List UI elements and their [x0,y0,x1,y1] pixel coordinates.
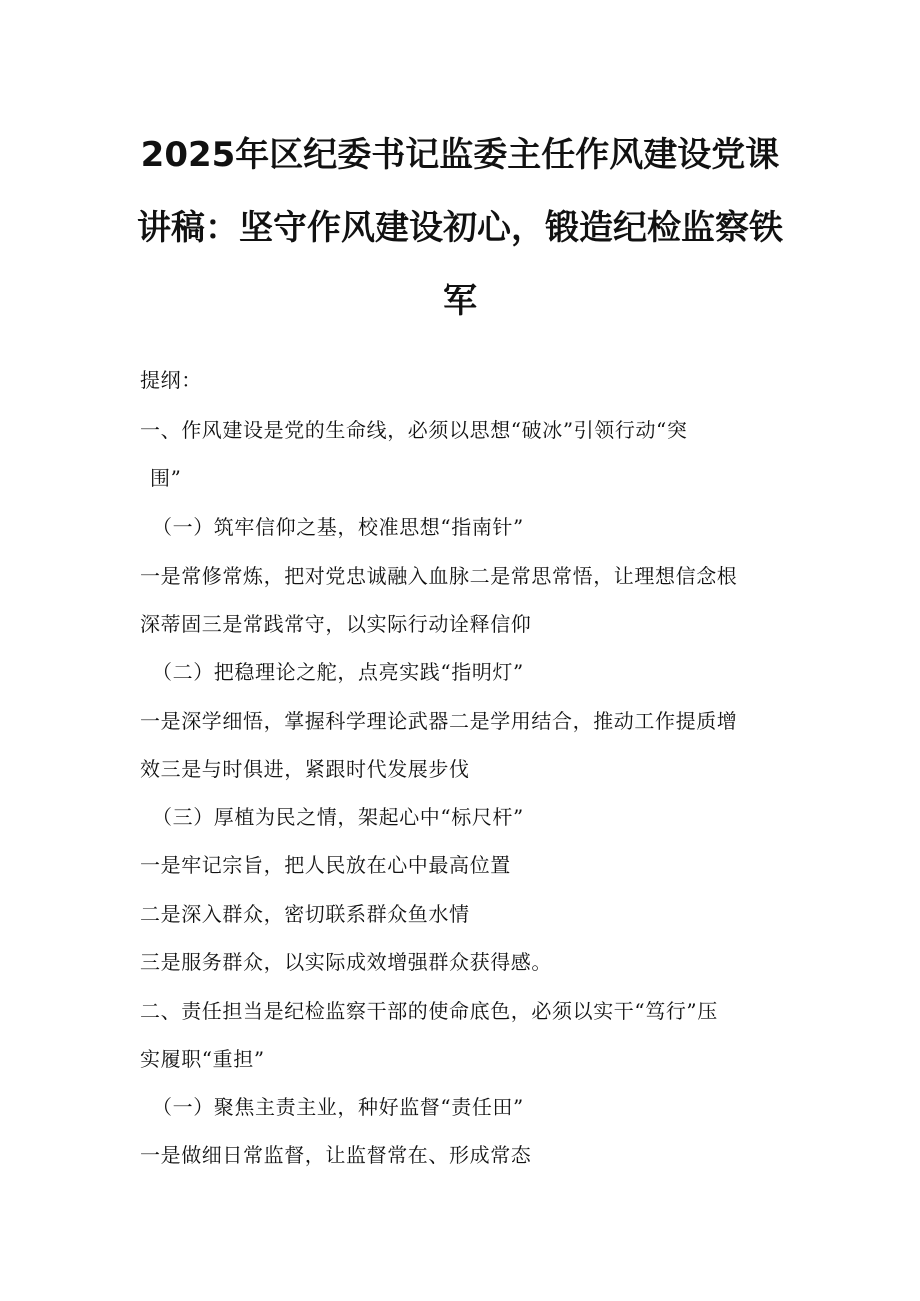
section-heading-1-cont: 围” [150,466,182,490]
paragraph-line: 深蒂固三是常践常守，以实际行动诠释信仰 [140,612,532,636]
subsection-heading: （二）把稳理论之舵，点亮实践“指明灯” [152,660,524,684]
section-heading-2-cont: 实履职“重担” [140,1047,265,1071]
paragraph-line: 一是常修常炼，把对党忠诚融入血脉二是常思常悟，让理想信念根 [140,564,738,588]
document-title-line-1: 2025年区纪委书记监委主任作风建设党课 [140,135,780,175]
paragraph-line: 一是牢记宗旨，把人民放在心中最高位置 [140,853,511,877]
document-title-line-3: 军 [443,281,477,321]
section-heading-2: 二、责任担当是纪检监察干部的使命底色，必须以实干“笃行”压 [140,999,718,1023]
outline-heading: 提纲： [140,368,202,392]
document-title-line-2: 讲稿：坚守作风建设初心，锻造纪检监察铁 [137,208,783,248]
paragraph-line: 一是做细日常监督，让监督常在、形成常态 [140,1143,532,1167]
subsection-heading: （三）厚植为民之情，架起心中“标尺杆” [152,805,524,829]
section-heading-1: 一、作风建设是党的生命线，必须以思想“破冰”引领行动“突 [140,418,688,442]
subsection-heading: （一）筑牢信仰之基，校准思想“指南针” [152,515,524,539]
paragraph-line: 效三是与时俱进，紧跟时代发展步伐 [140,757,470,781]
subsection-heading: （一）聚焦主责主业，种好监督“责任田” [152,1095,524,1119]
paragraph-line: 一是深学细悟，掌握科学理论武器二是学用结合，推动工作提质增 [140,709,738,733]
paragraph-line: 二是深入群众，密切联系群众鱼水情 [140,902,470,926]
paragraph-line: 三是服务群众，以实际成效增强群众获得感。 [140,950,552,974]
